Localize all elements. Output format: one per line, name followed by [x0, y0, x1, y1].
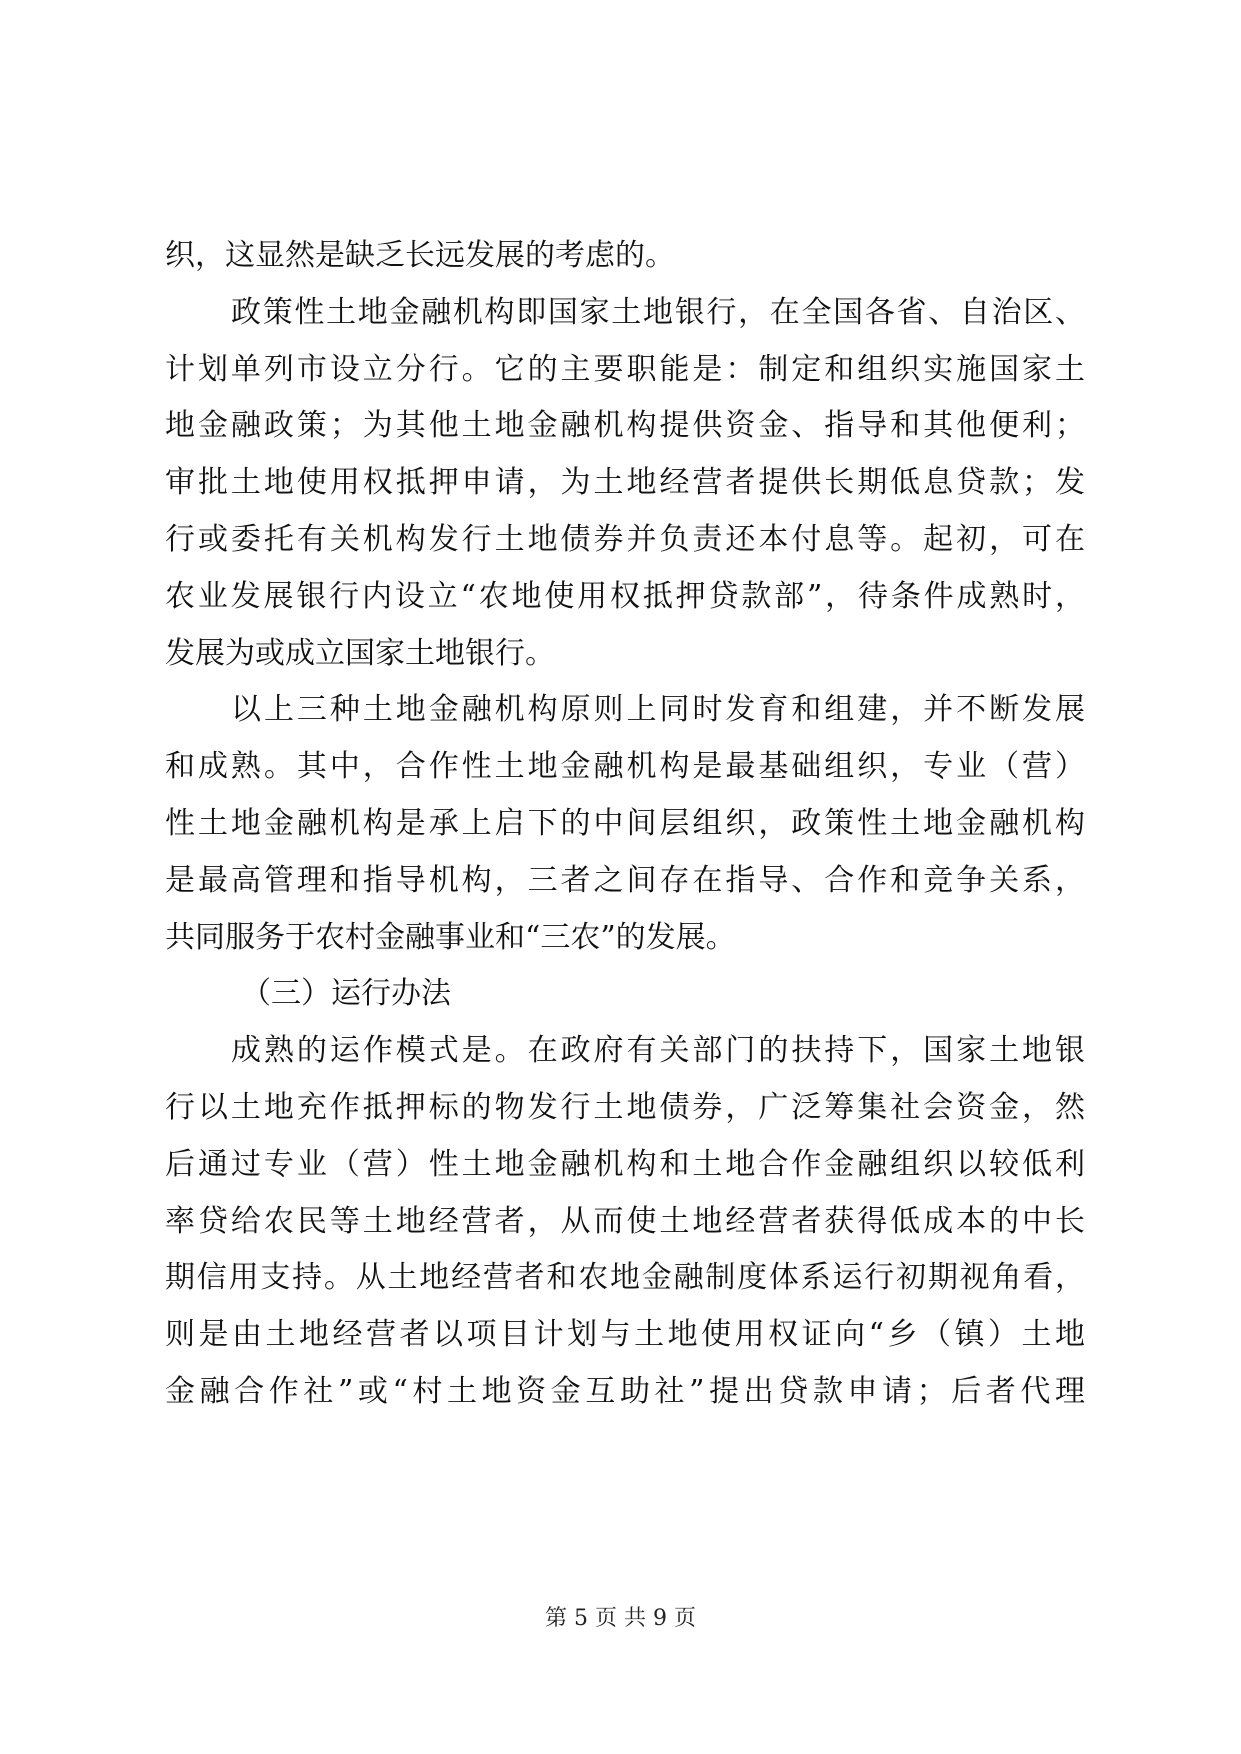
- text-line: 政策性土地金融机构即国家土地银行，在全国各省、自治区、: [231, 294, 1085, 330]
- text-line: 发展为或成立国家土地银行。: [165, 635, 555, 671]
- text-line: 则是由土地经营者以项目计划与土地使用权证向“乡（镇）土地: [165, 1317, 1085, 1353]
- text-line: 以上三种土地金融机构原则上同时发育和组建，并不断发展: [231, 692, 1085, 728]
- page-number-footer: 第 5 页 共 9 页: [545, 1606, 696, 1631]
- section-heading: （三）运行办法: [241, 976, 451, 1012]
- text-line: 是最高管理和指导机构，三者之间存在指导、合作和竞争关系，: [165, 862, 1085, 898]
- text-line: 计划单列市设立分行。它的主要职能是：制定和组织实施国家土: [165, 351, 1085, 387]
- document-body: [165, 228, 1085, 1421]
- text-line: 农业发展银行内设立“农地使用权抵押贷款部”，待条件成熟时，: [165, 578, 1085, 614]
- text-line: 成熟的运作模式是。在政府有关部门的扶持下，国家土地银: [231, 1033, 1085, 1069]
- text-line: 性土地金融机构是承上启下的中间层组织，政策性土地金融机构: [165, 805, 1085, 841]
- text-line: 金融合作社”或“村土地资金互助社”提出贷款申请；后者代理: [165, 1373, 1085, 1409]
- text-line: 共同服务于农村金融事业和“三农”的发展。: [165, 919, 736, 955]
- text-line: 织，这显然是缺乏长远发展的考虑的。: [165, 238, 675, 273]
- text-line: 行或委托有关机构发行土地债券并负责还本付息等。起初，可在: [165, 521, 1085, 557]
- text-line: 地金融政策；为其他土地金融机构提供资金、指导和其他便利；: [165, 408, 1085, 444]
- text-line: 后通过专业（营）性土地金融机构和土地合作金融组织以较低利: [165, 1146, 1085, 1182]
- text-line: 率贷给农民等土地经营者，从而使土地经营者获得低成本的中长: [165, 1203, 1085, 1239]
- text-line: 审批土地使用权抵押申请，为土地经营者提供长期低息贷款；发: [165, 465, 1085, 501]
- text-line: 期信用支持。从土地经营者和农地金融制度体系运行初期视角看，: [165, 1260, 1085, 1296]
- text-line: 行以土地充作抵押标的物发行土地债券，广泛筹集社会资金，然: [165, 1089, 1085, 1125]
- text-line: 和成熟。其中，合作性土地金融机构是最基础组织，专业（营）: [165, 749, 1085, 785]
